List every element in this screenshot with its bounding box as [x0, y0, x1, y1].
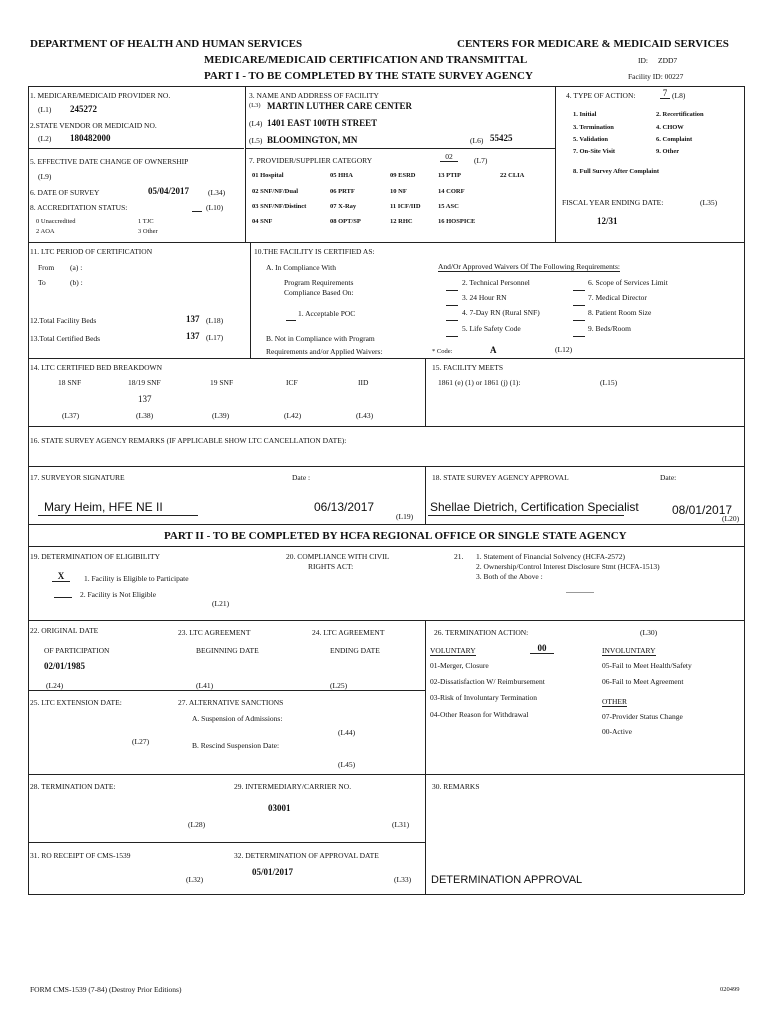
waiver-blank — [573, 299, 585, 306]
not-in-compliance-label: B. Not in Compliance with Program — [266, 334, 375, 343]
surveyor-date-label: Date : — [292, 473, 311, 482]
bed-col: 18/19 SNF — [128, 378, 161, 387]
approval-date-value-32: 05/01/2017 — [252, 867, 294, 877]
bed-code: (L42) — [284, 411, 302, 420]
involuntary-option: 05-Fail to Meet Health/Safety — [602, 661, 692, 670]
rescind-label: B. Rescind Suspension Date: — [192, 741, 280, 750]
code-value: A — [490, 345, 497, 355]
remarks-label: 16. STATE SURVEY AGENCY REMARKS (IF APPLICABLE SHOW LTC CANCELLATION DATE): — [30, 436, 347, 445]
facility-label: 3. NAME AND ADDRESS OF FACILITY — [249, 91, 379, 100]
fiscal-year-value: 12/31 — [597, 216, 618, 226]
l15-code: (L15) — [600, 378, 618, 387]
id-value: ZDD7 — [658, 56, 678, 65]
accreditation-blank — [192, 205, 202, 212]
part2-title: PART II - TO BE COMPLETED BY HCFA REGIONAL OFFICE OR SINGLE STATE AGENCY — [164, 530, 627, 542]
waiver-blank — [573, 330, 585, 337]
surveyor-signature-label: 17. SURVEYOR SIGNATURE — [30, 473, 125, 482]
eligibility-mark: X — [52, 571, 70, 582]
l32-code: (L32) — [186, 875, 204, 884]
bed-code: (L43) — [356, 411, 374, 420]
l25-code: (L25) — [330, 681, 348, 690]
termination-date-label: 28. TERMINATION DATE: — [30, 782, 116, 791]
approval-date-label-32: 32. DETERMINATION OF APPROVAL DATE — [234, 851, 379, 860]
voluntary-option: 01-Merger, Closure — [430, 661, 489, 670]
alt-sanctions-label: 27. ALTERNATIVE SANCTIONS — [178, 698, 284, 707]
participation-label: OF PARTICIPATION — [44, 646, 110, 655]
provider-category-value: 02 — [440, 152, 458, 162]
termination-action-value: 00 — [530, 643, 554, 654]
category-option: 01 Hospital — [252, 172, 284, 179]
to-label: To — [38, 278, 46, 287]
l31-code: (L31) — [392, 820, 410, 829]
l6-code: (L6) — [470, 136, 484, 145]
l12-code: (L12) — [555, 345, 573, 354]
l5-code: (L5) — [249, 136, 263, 145]
from-label: From — [38, 263, 55, 272]
beginning-date-label: BEGINNING DATE — [196, 646, 259, 655]
waiver-blank — [446, 330, 458, 337]
l17-code: (L17) — [206, 333, 224, 342]
to-b-label: (b) : — [70, 278, 83, 287]
waiver-blank — [573, 284, 585, 291]
department-title: DEPARTMENT OF HEALTH AND HUMAN SERVICES — [30, 38, 303, 50]
other-heading: OTHER — [602, 697, 627, 706]
surveyor-signature: Mary Heim, HFE NE II — [44, 500, 163, 514]
category-option: 15 ASC — [438, 203, 459, 210]
bed-code: (L37) — [62, 411, 80, 420]
civil-rights-label2: RIGHTS ACT: — [308, 562, 354, 571]
l24-code: (L24) — [46, 681, 64, 690]
ending-date-label: ENDING DATE — [330, 646, 380, 655]
category-option: 05 HHA — [330, 172, 353, 179]
action-option: 1. Initial — [573, 111, 597, 118]
other-option: 00-Active — [602, 727, 632, 736]
vendor-no-label: 2.STATE VENDOR OR MEDICAID NO. — [30, 121, 157, 130]
acceptable-poc-label: 1. Acceptable POC — [298, 309, 356, 318]
l30-code: (L30) — [640, 628, 658, 637]
approval-signature: Shellae Dietrich, Certification Specialist — [430, 500, 639, 514]
cms-title: CENTERS FOR MEDICARE & MEDICAID SERVICES — [457, 38, 729, 50]
footer-code: 020499 — [720, 986, 740, 993]
category-option: 10 NF — [390, 188, 407, 195]
involuntary-option: 06-Fail to Meet Agreement — [602, 677, 684, 686]
ltc-period-label: 11. LTC PERIOD OF CERTIFICATION — [30, 247, 153, 256]
approval-date-label: Date: — [660, 473, 677, 482]
sec21-item: 2. Ownership/Control Interest Disclosure Stmt (HCFA-1513) — [476, 562, 660, 571]
not-eligible-blank — [54, 595, 72, 598]
bed-code: (L38) — [136, 411, 154, 420]
form-title: MEDICARE/MEDICAID CERTIFICATION AND TRANSMITTAL — [204, 54, 528, 66]
total-beds-value: 137 — [186, 314, 200, 324]
bed-col: ICF — [286, 378, 298, 387]
certified-as-label: 10.THE FACILITY IS CERTIFIED AS: — [254, 247, 375, 256]
accreditation-label: 8. ACCREDITATION STATUS: — [30, 203, 128, 212]
provider-category-label: 7. PROVIDER/SUPPLIER CATEGORY — [249, 156, 373, 165]
provider-no-value: 245272 — [70, 104, 97, 114]
action-option: 3. Termination — [573, 124, 614, 131]
ro-receipt-label: 31. RO RECEIPT OF CMS-1539 — [30, 851, 131, 860]
category-option: 12 RHC — [390, 218, 413, 225]
certified-beds-value: 137 — [186, 331, 200, 341]
accreditation-option: 1 TJC — [138, 218, 154, 225]
eligible-option: 1. Facility is Eligible to Participate — [84, 574, 189, 583]
civil-rights-label: 20. COMPLIANCE WITH CIVIL — [286, 552, 390, 561]
action-option: 2. Recertification — [656, 111, 704, 118]
type-of-action-value: 7 — [660, 88, 670, 99]
extension-date-label: 25. LTC EXTENSION DATE: — [30, 698, 122, 707]
sec21-label: 21. — [454, 552, 464, 561]
bed-col: IID — [358, 378, 369, 387]
bed-breakdown-label: 14. LTC CERTIFIED BED BREAKDOWN — [30, 363, 162, 372]
facility-id: Facility ID: 00227 — [628, 72, 684, 81]
original-date-label: 22. ORIGINAL DATE — [30, 626, 99, 635]
action-option: 6. Complaint — [656, 136, 693, 143]
fiscal-year-label: FISCAL YEAR ENDING DATE: — [562, 198, 664, 207]
carrier-no-label: 29. INTERMEDIARY/CARRIER NO. — [234, 782, 352, 791]
category-option: 11 ICF/IID — [390, 203, 421, 210]
provider-no-label: 1. MEDICARE/MEDICAID PROVIDER NO. — [30, 91, 171, 100]
approval-date: 08/01/2017 — [672, 503, 733, 517]
l27-code: (L27) — [132, 737, 150, 746]
category-option: 08 OPT/SP — [330, 218, 361, 225]
id-label: ID: — [638, 56, 648, 65]
form-number: FORM CMS-1539 (7-84) (Destroy Prior Editions) — [30, 985, 182, 994]
change-ownership-label: 5. EFFECTIVE DATE CHANGE OF OWNERSHIP — [30, 157, 189, 166]
not-eligible-option: 2. Facility is Not Eligible — [80, 590, 157, 599]
approved-waivers-label: And/Or Approved Waivers Of The Following Requirements: — [438, 262, 621, 271]
l45-code: (L45) — [338, 760, 356, 769]
applied-waivers-label: Requirements and/or Applied Waivers: — [266, 347, 383, 356]
waiver-item: 2. Technical Personnel — [462, 278, 530, 287]
facility-meets-text: 1861 (e) (1) or 1861 (j) (1): — [438, 378, 521, 387]
waiver-blank — [446, 284, 458, 291]
category-option: 13 PTIP — [438, 172, 461, 179]
category-option: 16 HOSPICE — [438, 218, 476, 225]
category-option: 07 X-Ray — [330, 203, 357, 210]
from-a-label: (a) : — [70, 263, 83, 272]
voluntary-heading: VOLUNTARY — [430, 646, 476, 655]
action-option: 7. On-Site Visit — [573, 148, 616, 155]
category-option: 04 SNF — [252, 218, 273, 225]
accreditation-option: 3 Other — [138, 228, 158, 235]
vendor-no-value: 180482000 — [70, 133, 111, 143]
l18-code: (L18) — [206, 316, 224, 325]
accreditation-option: 0 Unaccredited — [36, 218, 76, 225]
l7-code: (L7) — [474, 156, 488, 165]
bed-code: (L39) — [212, 411, 230, 420]
code-label: * Code: — [432, 348, 453, 355]
ltc-end-label: 24. LTC AGREEMENT — [312, 628, 385, 637]
surveyor-date: 06/13/2017 — [314, 500, 375, 514]
bed-col: 18 SNF — [58, 378, 82, 387]
facility-street: 1401 EAST 100TH STREET — [267, 118, 378, 128]
provider-no-code: (L1) — [38, 105, 52, 114]
compliance-based-label: Compliance Based On: — [284, 288, 354, 297]
vendor-no-code: (L2) — [38, 134, 52, 143]
sec21-item: 1. Statement of Financial Solvency (HCFA-2572) — [476, 552, 626, 561]
category-option: 02 SNF/NF/Dual — [252, 188, 299, 195]
l44-code: (L44) — [338, 728, 356, 737]
date-of-survey-label: 6. DATE OF SURVEY — [30, 188, 100, 197]
waiver-blank — [573, 314, 585, 321]
eligibility-label: 19. DETERMINATION OF ELIGIBILITY — [30, 552, 160, 561]
total-beds-label: 12.Total Facility Beds — [30, 316, 97, 325]
l33-code: (L33) — [394, 875, 412, 884]
category-option: 06 PRTF — [330, 188, 355, 195]
action-option: 9. Other — [656, 148, 680, 155]
termination-action-label: 26. TERMINATION ACTION: — [434, 628, 529, 637]
waiver-item: 3. 24 Hour RN — [462, 293, 507, 302]
original-date-value: 02/01/1985 — [44, 661, 86, 671]
type-of-action-label: 4. TYPE OF ACTION: — [566, 91, 636, 100]
l28-code: (L28) — [188, 820, 206, 829]
suspension-label: A. Suspension of Admissions: — [192, 714, 283, 723]
l10-code: (L10) — [206, 203, 224, 212]
l19-code: (L19) — [396, 512, 414, 521]
l20-code: (L20) — [722, 514, 740, 523]
facility-zip: 55425 — [490, 133, 513, 143]
part1-title: PART I - TO BE COMPLETED BY THE STATE SURVEY AGENCY — [204, 70, 533, 82]
l34-code: (L34) — [208, 188, 226, 197]
action-option: 8. Full Survey After Complaint — [573, 168, 660, 175]
l35-code: (L35) — [700, 198, 718, 207]
l3-code: (L3) — [249, 102, 261, 109]
facility-meets-label: 15. FACILITY MEETS — [432, 363, 504, 372]
accreditation-option: 2 AOA — [36, 228, 55, 235]
determination-approval: DETERMINATION APPROVAL — [431, 874, 583, 886]
waiver-item: 6. Scope of Services Limit — [588, 278, 668, 287]
voluntary-option: 04-Other Reason for Withdrawal — [430, 710, 529, 719]
l41-code: (L41) — [196, 681, 214, 690]
category-option: 14 CORF — [438, 188, 465, 195]
category-option: 09 ESRD — [390, 172, 416, 179]
sec21-item: 3. Both of the Above : — [476, 572, 543, 581]
facility-city: BLOOMINGTON, MN — [267, 135, 358, 145]
certified-beds-label: 13.Total Certified Beds — [30, 334, 101, 343]
action-option: 4. CHOW — [656, 124, 684, 131]
ltc-begin-label: 23. LTC AGREEMENT — [178, 628, 251, 637]
remarks-30-label: 30. REMARKS — [432, 782, 480, 791]
other-option: 07-Provider Status Change — [602, 712, 683, 721]
bed-col: 19 SNF — [210, 378, 234, 387]
waiver-item: 4. 7-Day RN (Rural SNF) — [462, 308, 540, 317]
waiver-blank — [446, 299, 458, 306]
category-option: 22 CLIA — [500, 172, 525, 179]
poc-blank — [286, 314, 296, 321]
l8-code: (L8) — [672, 91, 686, 100]
waiver-item: 8. Patient Room Size — [588, 308, 652, 317]
voluntary-option: 03-Risk of Involuntary Termination — [430, 693, 538, 702]
l21-code: (L21) — [212, 599, 230, 608]
action-option: 5. Validation — [573, 136, 609, 143]
approval-label: 18. STATE SURVEY AGENCY APPROVAL — [432, 473, 569, 482]
voluntary-option: 02-Dissatisfaction W/ Reimbursement — [430, 677, 545, 686]
carrier-no-value: 03001 — [268, 803, 291, 813]
program-requirements-label: Program Requirements — [284, 278, 354, 287]
facility-name: MARTIN LUTHER CARE CENTER — [267, 101, 412, 111]
in-compliance-label: A. In Compliance With — [266, 263, 336, 272]
waiver-item: 5. Life Safety Code — [462, 324, 521, 333]
category-option: 03 SNF/NF/Distinct — [252, 203, 307, 210]
waiver-item: 9. Beds/Room — [588, 324, 631, 333]
l9-code: (L9) — [38, 172, 52, 181]
l4-code: (L4) — [249, 119, 263, 128]
waiver-item: 7. Medical Director — [588, 293, 647, 302]
waiver-blank — [446, 314, 458, 321]
date-of-survey-value: 05/04/2017 — [148, 186, 190, 196]
bed-18-19-value: 137 — [138, 394, 152, 404]
involuntary-heading: INVOLUNTARY — [602, 646, 656, 655]
